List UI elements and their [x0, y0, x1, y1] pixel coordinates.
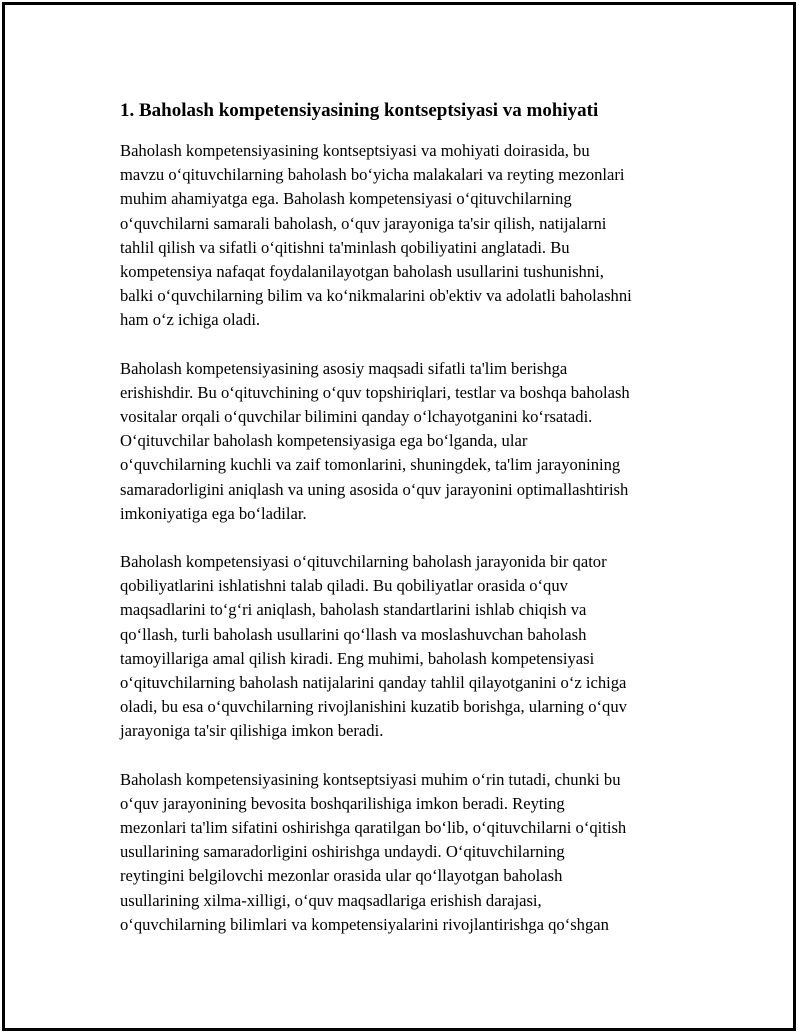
paragraph-line: tamoyillariga amal qilish kiradi. Eng muhimi, baholash kompetensiyasi	[120, 648, 595, 668]
paragraph-line: o‘quvchilarni samarali baholash, o‘quv jarayoniga ta'sir qilish, natijalarni	[120, 213, 607, 233]
paragraph-line: Baholash kompetensiyasi o‘qituvchilarning baholash jarayonida bir qator	[120, 552, 607, 572]
paragraph-line: erishishdir. Bu o‘qituvchining o‘quv topshiriqlari, testlar va boshqa baholash	[120, 382, 630, 402]
paragraph-line: qobiliyatlarini ishlatishni talab qiladi. Bu qobiliyatlar orasida o‘quv	[120, 576, 568, 596]
paragraph-line: o‘quvchilarning bilimlari va kompetensiyalarini rivojlantirishga qo‘shgan	[120, 914, 609, 934]
paragraph-line: mavzu o‘qituvchilarning baholash bo‘yicha malakalari va reyting mezonlari	[120, 165, 625, 185]
paragraph-1	[120, 139, 690, 333]
paragraph-line: ham o‘z ichiga oladi.	[120, 310, 261, 330]
paragraph-line: qo‘llash, turli baholash usullarini qo‘llash va moslashuvchan baholash	[120, 624, 587, 644]
paragraph-3	[120, 550, 690, 744]
section-heading: 1. Baholash kompetensiyasining kontseptsiyasi va mohiyati	[120, 100, 599, 121]
paragraph-line: jarayoniga ta'sir qilishiga imkon beradi.	[120, 721, 384, 741]
paragraph-4	[120, 768, 690, 937]
paragraph-line: o‘quvchilarning kuchli va zaif tomonlarini, shuningdek, ta'lim jarayonining	[120, 455, 621, 475]
paragraph-line: reytingini belgilovchi mezonlar orasida ular qo‘llayotgan baholash	[120, 866, 563, 886]
paragraph-line: maqsadlarini to‘g‘ri aniqlash, baholash standartlarini ishlab chiqish va	[120, 600, 587, 620]
paragraph-line: tahlil qilish va sifatli o‘qitishni ta'minlash qobiliyatini anglatadi. Bu	[120, 237, 570, 257]
paragraph-line: mezonlari ta'lim sifatini oshirishga qaratilgan bo‘lib, o‘qituvchilarni o‘qitish	[120, 818, 627, 838]
paragraph-line: Baholash kompetensiyasining kontseptsiyasi muhim o‘rin tutadi, chunki bu	[120, 769, 621, 789]
paragraph-line: samaradorligini aniqlash va uning asosida o‘quv jarayonini optimallashtirish	[120, 479, 629, 499]
paragraph-line: kompetensiya nafaqat foydalanilayotgan baholash usullarini tushunishni,	[120, 262, 604, 282]
paragraph-line: Baholash kompetensiyasining kontseptsiyasi va mohiyati doirasida, bu	[120, 141, 590, 160]
document-page	[2, 2, 796, 1031]
document-body	[120, 97, 690, 961]
paragraph-line: O‘qituvchilar baholash kompetensiyasiga ega bo‘lganda, ular	[120, 431, 528, 451]
paragraph-line: oladi, bu esa o‘quvchilarning rivojlanishini kuzatib borishga, ularning o‘quv	[120, 697, 627, 717]
paragraph-line: o‘qituvchilarning baholash natijalarini qanday tahlil qilayotganini o‘z ichiga	[120, 673, 627, 693]
paragraph-line: o‘quv jarayonining bevosita boshqarilishiga imkon beradi. Reyting	[120, 793, 565, 813]
paragraph-line: balki o‘quvchilarning bilim va ko‘nikmalarini ob'ektiv va adolatli baholashni	[120, 286, 632, 306]
paragraph-line: muhim ahamiyatga ega. Baholash kompetensiyasi o‘qituvchilarning	[120, 189, 572, 209]
paragraph-line: vositalar orqali o‘quvchilar bilimini qanday o‘lchayotganini ko‘rsatadi.	[120, 407, 593, 427]
paragraph-line: usullarining samaradorligini oshirishga undaydi. O‘qituvchilarning	[120, 842, 565, 862]
paragraph-line: usullarining xilma-xilligi, o‘quv maqsadlariga erishish darajasi,	[120, 890, 542, 910]
paragraph-line: imkoniyatiga ega bo‘ladilar.	[120, 503, 307, 523]
paragraph-line: Baholash kompetensiyasining asosiy maqsadi sifatli ta'lim berishga	[120, 358, 568, 378]
paragraph-2	[120, 357, 690, 526]
